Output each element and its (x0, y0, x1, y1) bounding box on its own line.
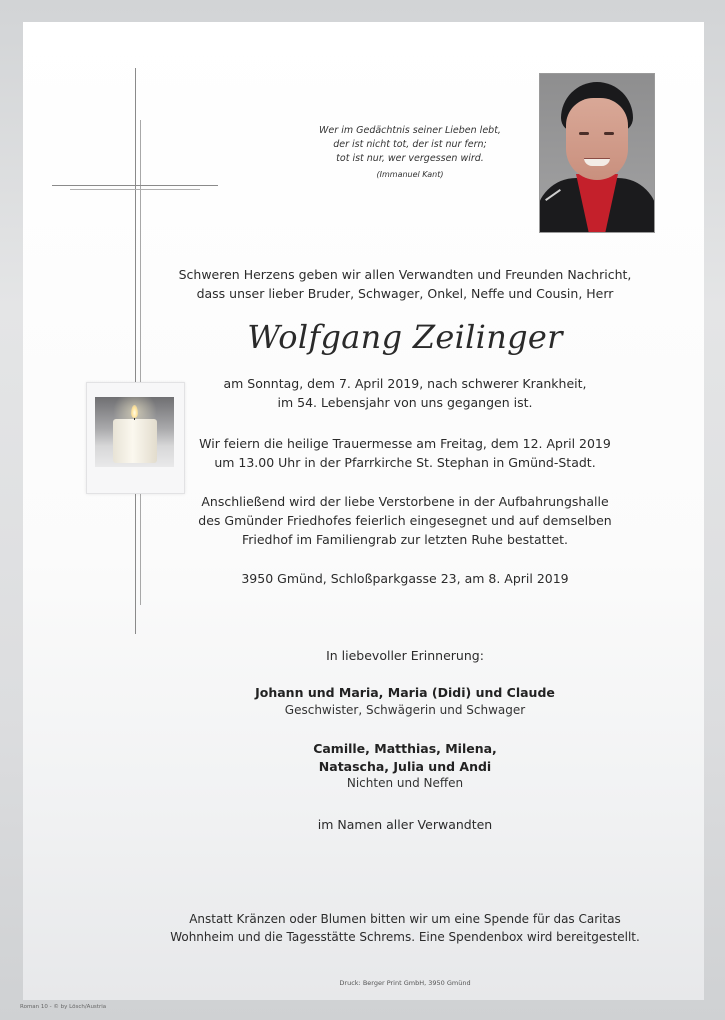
donation-note (150, 910, 660, 946)
deceased-name: Wolfgang Zeilinger (247, 318, 563, 356)
place-and-date: 3950 Gmünd, Schloßparkgasse 23, am 8. April 2019 (241, 571, 569, 586)
candle-flame (131, 405, 138, 418)
memory-heading: In liebevoller Erinnerung: (326, 648, 484, 663)
photo-eye (604, 132, 614, 135)
mourner-names-line: Camille, Matthias, Milena, (313, 741, 497, 756)
intro-line: Schweren Herzens geben wir allen Verwandten und Freunden Nachricht, (178, 267, 632, 282)
burial-info (150, 492, 660, 549)
intro-line: dass unser lieber Bruder, Schwager, Onkel, Neffe und Cousin, Herr (196, 286, 614, 301)
burial-line: Anschließend wird der liebe Verstorbene in der Aufbahrungshalle (201, 494, 609, 509)
photo-smile (584, 158, 610, 166)
death-notice (150, 374, 660, 412)
cross-line-vertical-inner (140, 120, 141, 605)
mass-line: Wir feiern die heilige Trauermesse am Freitag, dem 12. April 2019 (199, 436, 611, 451)
cross-line-vertical (135, 68, 136, 634)
photo-eye (579, 132, 589, 135)
mourner-names: Johann und Maria, Maria (Didi) und Claude (255, 685, 555, 700)
quote-author: (Immanuel Kant) (376, 170, 444, 179)
burial-line: des Gmünder Friedhofes feierlich eingesegnet und auf demselben (198, 513, 612, 528)
donation-line: Anstatt Kränzen oder Blumen bitten wir um eine Spende für das Caritas (189, 912, 621, 926)
mourner-names (150, 740, 660, 776)
burial-line: Friedhof im Familiengrab zur letzten Ruhe bestattet. (241, 532, 569, 547)
model-code: Roman 10 - © by Lösch/Austria (20, 1004, 107, 1010)
photo-face (566, 98, 628, 180)
cross-line-horizontal (52, 185, 218, 186)
death-line: im 54. Lebensjahr von uns gegangen ist. (277, 395, 533, 410)
mourner-relation: Nichten und Neffen (346, 776, 464, 790)
memorial-quote (300, 124, 520, 182)
donation-line: Wohnheim und die Tagesstätte Schrems. Eine Spendenbox wird bereitgestellt. (170, 930, 640, 944)
quote-line: tot ist nur, wer vergessen wird. (336, 153, 484, 164)
cross-line-horizontal-inner (70, 189, 200, 190)
relatives-line: im Namen aller Verwandten (317, 817, 493, 832)
quote-line: Wer im Gedächtnis seiner Lieben lebt, (319, 125, 501, 136)
mass-line: um 13.00 Uhr in der Pfarrkirche St. Stephan in Gmünd-Stadt. (214, 455, 596, 470)
funeral-mass-info (150, 434, 660, 472)
intro-text (150, 265, 660, 303)
deceased-photo (539, 73, 655, 233)
death-line: am Sonntag, dem 7. April 2019, nach schwerer Krankheit, (223, 376, 587, 391)
quote-line: der ist nicht tot, der ist nur fern; (333, 139, 487, 150)
printer-credit: Druck: Berger Print GmbH, 3950 Gmünd (339, 979, 471, 987)
mourner-relation: Geschwister, Schwägerin und Schwager (284, 703, 526, 717)
mourner-names-line: Natascha, Julia und Andi (318, 759, 492, 774)
